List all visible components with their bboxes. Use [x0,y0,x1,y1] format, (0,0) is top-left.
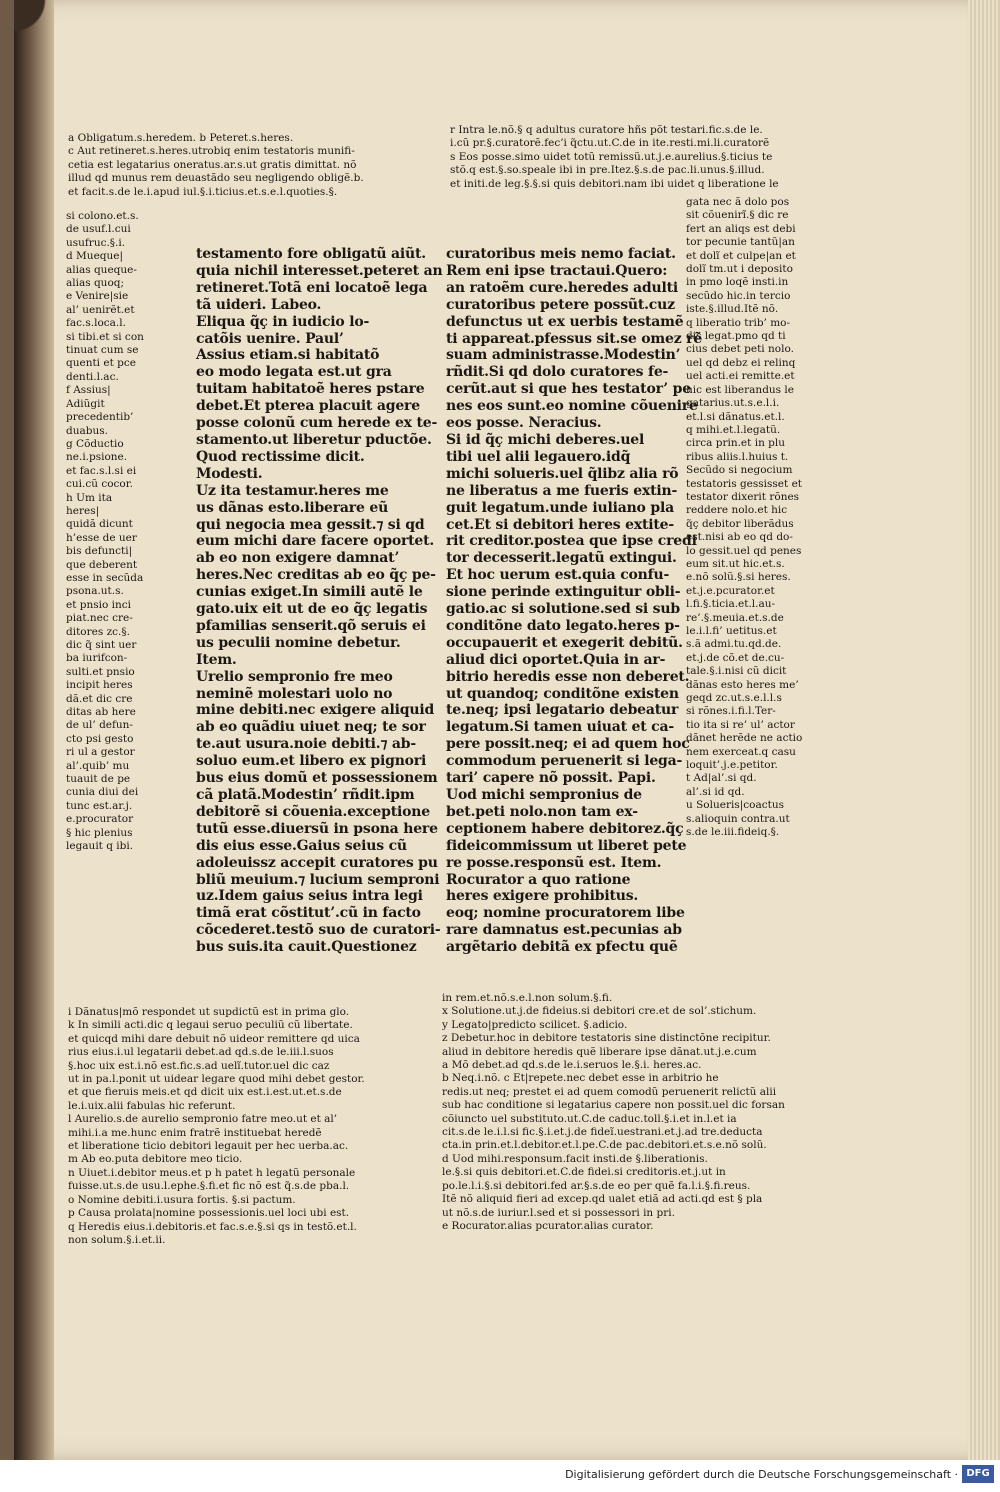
gloss-left-line: et pnsio inci [66,598,132,611]
gloss-right-line: testatoris gessisset et [686,477,802,490]
gloss-right-line: nem exerceat.q casu [686,745,796,758]
bottom-gloss-right-line: y Legato|predicto scilicet. §.adicio. [442,1018,628,1031]
gloss-right-line: cius debet peti nolo. [686,343,794,356]
main-b-line: Rocurator a quo ratione [446,871,631,888]
gloss-left-line: usufruc.§.i. [66,236,126,249]
main-a-line: Modesti. [196,465,263,482]
gloss-right-line: tio ita si re’ ul’ actor [686,718,795,731]
gloss-left-line: h Um ita [66,491,113,504]
bottom-gloss-right-line: le.§.si quis debitori.et.C.de fidei.si creditoris.et.j.ut in [442,1166,726,1179]
main-b-line: re posse.responsũ est. Item. [446,854,662,871]
main-b-line: nes eos sunt.eo nomine cõuenire [446,398,698,415]
gloss-left-line: quidã dicunt [66,518,133,531]
gloss-right-line: hic est liberandus le [686,383,794,396]
bottom-gloss-right-line: cta.in prin.et.l.debitor.et.l.pe.C.de pac.debitori.et.s.e.nõ solũ. [442,1139,767,1152]
main-b-line: Et hoc uerum est.quia confu- [446,567,670,584]
gloss-right-line: gata nec ã dolo pos [686,196,790,208]
main-b-line: rñdit.Si qd dolo curatores fe- [446,364,669,381]
gloss-right-line: et.j.e.pcurator.et [686,584,775,597]
footer-bar [0,1460,1000,1492]
gloss-left-line: cui.cũ cocor. [66,478,133,491]
main-b-line: Si id q̃ç michi deberes.uel [446,431,645,448]
main-a-line: quia nichil interesset.peteret an [196,262,443,279]
bottom-gloss-left-line: ut in pa.l.ponit ut uidear legare quod mihi debet gestor. [68,1073,365,1086]
gloss-right-line: in pmo loqẽ insti.in [686,276,789,289]
main-a-line: testamento fore obligatũ aiũt. [196,246,426,262]
gloss-left-line: de usuf.l.cui [66,223,131,236]
main-a-line: qui negocia mea gessit.⁊ si qd [196,516,425,533]
main-b-line: Rem eni ipse tractaui.Quero: [446,262,668,279]
main-a-line: bus suis.ita cauit.Questionez [196,939,417,956]
main-b-line: rare damnatus est.pecunias ab [446,922,682,939]
gloss-right-line: tale.§.i.nisi cũ dicit [686,665,787,678]
main-a-line: Urelio sempronio fre meo [196,668,393,685]
gloss-right-line: t Ad|al’.si qd. [686,772,757,785]
dfg-logo: DFG [962,1465,994,1483]
gloss-right-line: reddere nolo.et hic [686,504,788,517]
gloss-left-line: tuauit de pe [66,773,131,786]
top-gloss-right-line: et initi.de leg.§.§.si quis debitori.nam ibi uidet q liberatione le [450,177,779,190]
bottom-gloss-left [68,1006,426,1247]
gloss-right-line: secũdo hic.in tercio [686,289,791,302]
gloss-left-line: tinuat cum se [66,344,139,357]
gloss-left-line: quenti et pce [66,357,136,370]
gloss-right-line: u Solueris|coactus [686,799,784,812]
main-b-line: tibi uel alii legauero.idq̃ [446,448,631,465]
main-a-line: Item. [196,651,237,668]
main-a-line: debitorẽ si cõuenia.exceptione [196,803,430,820]
gloss-right-line: q mihi.et.l.legatũ. [686,423,781,436]
gloss-right-line: al’.si id qd. [686,785,745,798]
main-b-line: fideicommissum ut liberet pete [446,837,687,854]
main-b-line: legatum.Si tamen uiuat et ca- [446,719,674,736]
main-a-line: debet.Et pterea placuit agere [196,398,420,415]
gloss-left-line: d Mueque| [66,250,124,263]
gloss-left-line: denti.l.ac. [66,370,119,383]
gloss-left-line: esse in secũda [66,571,144,584]
main-b-line: conditõne dato legato.heres p- [446,617,680,634]
main-a-line: Uz ita testamur.heres me [196,482,389,499]
main-b-line: curatoribus meis nemo faciat. [446,246,676,262]
main-b-line: cet.Et si debitori heres extite- [446,516,674,533]
bottom-gloss-left-line: le.i.uix.alii fabulas hic referunt. [68,1099,236,1112]
bottom-gloss-left-line: k In simili acti.dic q legaui seruo peculiũ cũ libertate. [68,1019,353,1032]
bottom-gloss-left-line: m Ab eo.puta debitore meo ticio. [68,1153,243,1166]
gloss-left-line: ditores zc.§. [66,625,130,638]
main-text-column-a [196,246,443,956]
top-gloss-right-line: stõ.q est.§.so.speale ibi in pre.Itez.§.s.de pac.li.unus.§.illud. [450,164,765,177]
gloss-right-line: circa prin.et in plu [686,437,786,450]
gloss-right-line: tor pecunie tantũ|an [686,236,795,249]
bottom-gloss-left-line: non solum.§.i.et.ii. [68,1233,166,1246]
gloss-left-line: h’esse de uer [66,531,137,544]
gloss-left-line: si tibi.et si con [66,330,144,343]
main-a-line: eum michi dare facere oportet. [196,533,435,550]
main-a-line: Quod rectissime dicit. [196,448,365,465]
top-gloss-left-line: a Obligatum.s.heredem. b Peteret.s.heres. [68,132,294,144]
gloss-right-line: q liberatio trib’ mo- [686,316,791,329]
gloss-right-line: ribus aliis.l.huius t. [686,450,789,463]
gloss-right-line: uel acti.ei remitte.et [686,370,795,383]
gloss-left-line: tunc est.ar.j. [66,799,133,812]
gloss-right-line: Secũdo si negocium [686,464,793,477]
main-b-line: tari’ capere nõ possit. Papi. [446,770,656,787]
main-a-line: catõis uenire. Paul’ [196,330,344,347]
gloss-right-line: testator dixerit rõnes [686,490,800,503]
main-b-line: aliud dici oportet.Quia in ar- [446,651,666,668]
main-b-line: curatoribus petere possũt.cuz [446,296,675,313]
bottom-gloss-right-line: cõiuncto uel substituto.ut.C.de caduc.toll.§.i.et in.l.et ia [442,1112,737,1125]
gloss-left-line: precedentib’ [66,411,134,424]
bottom-gloss-left-line: rius eius.i.ul legatarii debet.ad qd.s.de le.iii.l.suos [68,1046,334,1059]
main-b-line: guit legatum.unde iuliano pla [446,499,674,516]
gloss-right-line: loquit’.j.e.petitor. [686,759,778,772]
main-b-line: argẽtario debitã ex pfectu quẽ [446,939,678,956]
gloss-left-line: Adiũgit [66,397,105,410]
bottom-gloss-right-line: b Neq.i.nõ. c Et|repete.nec debet esse in arbitrio he [442,1072,719,1085]
gloss-left-line: alias queque- [66,263,137,276]
page-edge-stack [968,0,1000,1460]
gloss-right-line: gatarius.ut.s.e.l.i. [686,397,780,410]
gloss-left-line: f Assius| [66,384,111,397]
gloss-right-line: si rõnes.i.fi.l.Ter- [686,705,776,718]
top-gloss-right-line: r Intra le.nõ.§ q adultus curatore hñs põt testari.fic.s.de le. [450,124,763,136]
main-a-line: us dãnas esto.liberare eũ [196,499,389,516]
main-b-line: ti appareat.pfessus sit.se omez rẽ [446,330,703,347]
bottom-gloss-right-line: cit.s.de le.i.l.si fic.§.i.et.j.de fideĩ.uestrani.et.j.ad tre.deducta [442,1126,763,1139]
main-b-line: michi solueris.uel q̃libz alia rõ [446,465,679,482]
bottom-gloss-left-line: et quicqd mihi dare debuit nõ uideor remittere qd uica [68,1032,360,1045]
main-a-line: stamento.ut liberetur pductõe. [196,431,432,448]
book-page [14,0,980,1460]
gloss-left-line: cunia diui dei [66,786,139,799]
gloss-left-line: dic q̃ sint uer [66,639,137,651]
gloss-right-line: le.i.l.fi’ uetitus.et [686,625,777,637]
main-a-line: tã uideri. Labeo. [196,296,322,313]
main-b-line: rit creditor.postea que ipse credi [446,533,697,550]
bottom-gloss-left-line: et que fieruis meis.et qd dicit uix est.i.est.ut.et.s.de [68,1086,342,1099]
gloss-left-line: alias quoq; [66,277,125,290]
main-a-line: eo modo legata est.ut gra [196,364,392,381]
main-a-line: Assius etiam.si habitatõ [196,347,380,364]
gloss-right-line: et dolĩ et culpe|an et [686,249,796,262]
main-a-line: ab eo quãdiu uiuet neq; te sor [196,719,426,736]
gloss-left-line: cto psi gesto [66,732,134,745]
book-binding-shadow [14,0,54,1460]
main-a-line: bus eius domũ et possessionem [196,770,438,787]
main-b-line: defunctus ut ex uerbis testamẽ [446,313,684,330]
gloss-left-line: piat.nec cre- [66,612,133,625]
gloss-left-line: ri ul a gestor [66,746,135,759]
bottom-gloss-right [442,992,802,1233]
bottom-gloss-left-line: l Aurelio.s.de aurelio sempronio fatre meo.ut et al’ [68,1113,338,1126]
bottom-gloss-left-line: §.hoc uix est.i.nõ est.fic.s.ad uelĩ.tutor.uel dic caz [68,1059,330,1072]
main-b-line: pere possit.neq; ei ad quem hoc [446,736,690,753]
gloss-column-left [66,210,174,854]
gloss-left-line: dã.et dic cre [66,692,133,705]
gloss-left-line: heres| [66,504,100,517]
main-a-line: dis eius esse.Gaius seius cũ [196,837,407,854]
gloss-left-line: duabus. [66,424,108,437]
footer-credit-text: Digitalisierung gefördert durch die Deutsche Forschungsgemeinschaft · [565,1468,958,1481]
main-b-line: heres exigere prohibitus. [446,888,639,905]
main-a-line: neminẽ molestari uolo no [196,685,393,702]
bottom-gloss-left-line: p Causa prolata|nomine possessionis.uel loci ubi est. [68,1207,350,1220]
gloss-right-line: sit cõuenirĩ.§ dic re [686,209,789,222]
main-a-line: cã platã.Modestin’ rñdit.ipm [196,787,415,803]
main-b-line: ceptionem habere debitorez.q̃ç [446,820,684,837]
main-b-line: ne liberatus a me fueris extin- [446,482,678,499]
bottom-gloss-right-line: d Uod mihi.responsum.facit insti.de §.liberationis. [442,1152,708,1165]
main-a-line: soluo eum.et libero ex pignori [196,753,427,770]
gloss-right-line: s.de le.iii.fideiq.§. [686,826,780,839]
gloss-left-line: ne.i.psione. [66,451,128,464]
gloss-right-line: geqd zc.ut.s.e.l.l.s [686,692,782,705]
gloss-right-line: dãnet herẽde ne actio [686,732,803,745]
gloss-right-line: et.l.si dãnatus.et.l. [686,410,785,423]
bottom-gloss-right-line: ut nõ.s.de iuriur.l.sed et si possessori in pri. [442,1206,675,1219]
bottom-gloss-left-line: o Nomine debiti.i.usura fortis. §.si pactum. [68,1193,296,1206]
gloss-right-line: eum sit.ut hic.et.s. [686,557,785,570]
gloss-left-line: ba iurifcon- [66,652,128,665]
gloss-left-line: fac.s.loca.l. [66,317,126,330]
bottom-gloss-right-line: a Mõ debet.ad qd.s.de le.i.seruos le.§.i. heres.ac. [442,1059,702,1072]
top-gloss-left-line: cetia est legatarius oneratus.ar.s.ut gratis dimittat. nõ [68,158,357,171]
bottom-gloss-right-line: x Solutione.ut.j.de fideius.si debitori cre.et de sol’.stichum. [442,1005,757,1018]
gloss-right-line: s.ã admi.tu.qd.de. [686,638,782,651]
gloss-left-line: g Cõductio [66,437,124,450]
top-gloss-left-line: illud qd munus rem deuastãdo seu negligendo obligẽ.b. [68,172,364,185]
main-b-line: ut quandoq; conditõne existen [446,685,679,702]
main-a-line: tuitam habitatoẽ heres pstare [196,381,425,398]
gloss-right-line: iste.§.illud.Itẽ nõ. [686,303,779,316]
gloss-right-line: fert an aliqs est debi [686,222,796,235]
gloss-right-line: dis legat.pmo qd ti [686,330,786,343]
bottom-gloss-right-line: in rem.et.nõ.s.e.l.non solum.§.fi. [442,992,613,1004]
gloss-right-line: e.nõ solũ.§.si heres. [686,571,791,584]
main-a-line: tutũ esse.diuersũ in psona here [196,820,438,837]
bottom-gloss-left-line: et liberatione ticio debitori legauit per hec uerba.ac. [68,1140,349,1153]
main-a-line: Eliqua q̃ç in iudicio lo- [196,313,370,330]
main-b-line: cerũt.aut si que hes testator’ pe [446,381,691,398]
top-gloss-left-line: et facit.s.de le.i.apud iul.§.i.ticius.et.s.e.l.quoties.§. [68,185,338,198]
main-a-line: us peculii nomine debetur. [196,634,401,651]
top-gloss-right-line: s Eos posse.simo uidet totũ remissũ.ut.j.e.aurelius.§.ticius te [450,150,773,163]
bottom-gloss-left-line: i Dãnatus|mõ respondet ut supdictũ est in prima glo. [68,1006,350,1018]
main-a-line: te.aut usura.noie debiti.⁊ ab- [196,736,416,753]
gloss-left-line: al’ uenirẽt.et [66,303,135,316]
main-b-line: eos posse. Neracius. [446,415,602,432]
main-a-line: mine debiti.nec exigere aliquid [196,702,435,719]
main-a-line: cunias exiget.In simili autẽ le [196,584,423,601]
gloss-left-line: que deberent [66,558,138,571]
main-b-line: bitrio heredis esse non deberet. [446,668,690,685]
main-a-line: retineret.Totã eni locatoẽ lega [196,279,428,296]
main-b-line: gatio.ac si solutione.sed si sub [446,601,680,618]
gloss-right-line: est.nisi ab eo qd do- [686,531,793,544]
gloss-right-line: et.j.de cõ.et de.cu- [686,651,785,664]
gloss-left-line: e Venire|sie [66,290,129,303]
gloss-left-line: et fac.s.l.si ei [66,464,137,477]
gloss-right-line: s.alioquin contra.ut [686,812,790,825]
main-b-line: sione perinde extinguitur obli- [446,584,681,601]
main-a-line: posse colonũ cum herede ex te- [196,415,438,432]
top-gloss-right-line: i.cũ pr.§.curatorẽ.fec’i q̃ctu.ut.C.de in ite.resti.mi.li.curatorẽ [450,137,770,150]
main-b-line: te.neq; ipsi legatario debeatur [446,702,679,719]
gloss-left-line: ditas ab here [66,706,136,719]
main-a-line: ab eo non exigere damnat’ [196,550,400,567]
main-a-line: pfamilias senserit.qõ seruis ei [196,617,426,634]
bottom-gloss-right-line: aliud in debitore heredis quẽ liberare ipse dãnat.ut.j.e.cum [442,1045,757,1058]
main-a-line: bliũ meuium.⁊ lucium semproni [196,871,440,888]
main-b-line: an ratoẽm cure.heredes adulti [446,279,678,296]
main-b-line: eoq; nomine procuratorem libe [446,905,685,922]
gloss-left-line: psona.ut.s. [66,585,124,598]
main-b-line: tor decesserit.legatũ extingui. [446,550,677,567]
gloss-left-line: sulti.et pnsio [66,665,135,678]
main-b-line: suam administrasse.Modestin’ [446,347,681,364]
gloss-left-line: bis defuncti| [66,545,133,558]
gloss-left-line: legauit q ibi. [66,840,134,853]
bottom-gloss-left-line: q Heredis eius.i.debitoris.et fac.s.e.§.si qs in testõ.et.l. [68,1220,357,1233]
bottom-gloss-right-line: sub hac conditione si legatarius capere non possit.uel dic forsan [442,1099,785,1112]
gloss-left-line: de ul’ defun- [66,719,133,732]
top-gloss-left-line: c Aut retineret.s.heres.utrobiq enim testatoris munifi- [68,145,355,158]
top-gloss-left [68,132,416,199]
gloss-right-line: dãnas esto heres me’ [686,678,799,691]
bottom-gloss-left-line: n Uiuet.i.debitor meus.et p h patet h legatũ personale [68,1166,356,1179]
bottom-gloss-right-line: redis.ut neq; prestet ei ad quem comodũ peruenerit relictũ alii [442,1085,777,1098]
bottom-gloss-right-line: e Rocurator.alias pcurator.alias curator. [442,1219,654,1232]
bottom-gloss-left-line: fuisse.ut.s.de usu.l.ephe.§.fi.et fic nõ est q̃.s.de pba.l. [68,1180,350,1193]
main-b-line: bet.peti nolo.non tam ex- [446,803,638,820]
main-b-line: Uod michi sempronius de [446,787,642,803]
main-a-line: adoleuissz accepit curatores pu [196,854,438,871]
main-a-line: uz.Idem gaius seius intra legi [196,888,423,905]
page-corner-shadow [14,0,74,40]
main-b-line: occupauerit et exegerit debitũ. [446,634,683,651]
gloss-left-line: incipit heres [66,679,133,692]
gloss-right-line: lo gessit.uel qd penes [686,544,802,557]
gloss-right-line: dolĩ tm.ut i deposito [686,263,793,276]
gloss-right-line: q̃ç debitor liberãdus [686,517,794,530]
main-text-column-b [446,246,703,956]
main-a-line: cõcederet.testõ suo de curatori- [196,922,441,939]
main-a-line: gato.uix eit ut de eo q̃ç legatis [196,601,428,618]
gloss-left-line: al’.quib’ mu [66,759,130,772]
bottom-gloss-left-line: mihi.i.a me.hunc enim fratrẽ instituebat heredẽ [68,1126,322,1139]
main-a-line: timã erat cõstitut’.cũ in facto [196,905,421,922]
bottom-gloss-right-line: z Debetur.hoc in debitore testatoris sine distinctõne recipitur. [442,1032,771,1045]
gloss-left-line: e.procurator [66,813,134,826]
bottom-gloss-right-line: po.le.l.i.§.si debitori.fed ar.§.s.de eo per quẽ fa.l.i.§.fi.reus. [442,1179,751,1192]
main-b-line: commodum peruenerit si lega- [446,753,683,770]
gloss-right-line: uel qd debz ei relinq [686,356,796,369]
gloss-column-right [686,196,806,840]
gloss-right-line: re’.§.meuia.et.s.de [686,611,784,624]
top-gloss-right [450,124,796,191]
gloss-left-line: § hic plenius [66,826,133,839]
bottom-gloss-right-line: Itẽ nõ aliquid fieri ad excep.qd ualet etiã ad acti.qd est § pla [442,1193,763,1206]
main-a-line: heres.Nec creditas ab eo q̃ç pe- [196,567,436,584]
gloss-right-line: l.fi.§.ticia.et.l.au- [686,598,776,611]
gloss-left-line: si colono.et.s. [66,210,139,222]
